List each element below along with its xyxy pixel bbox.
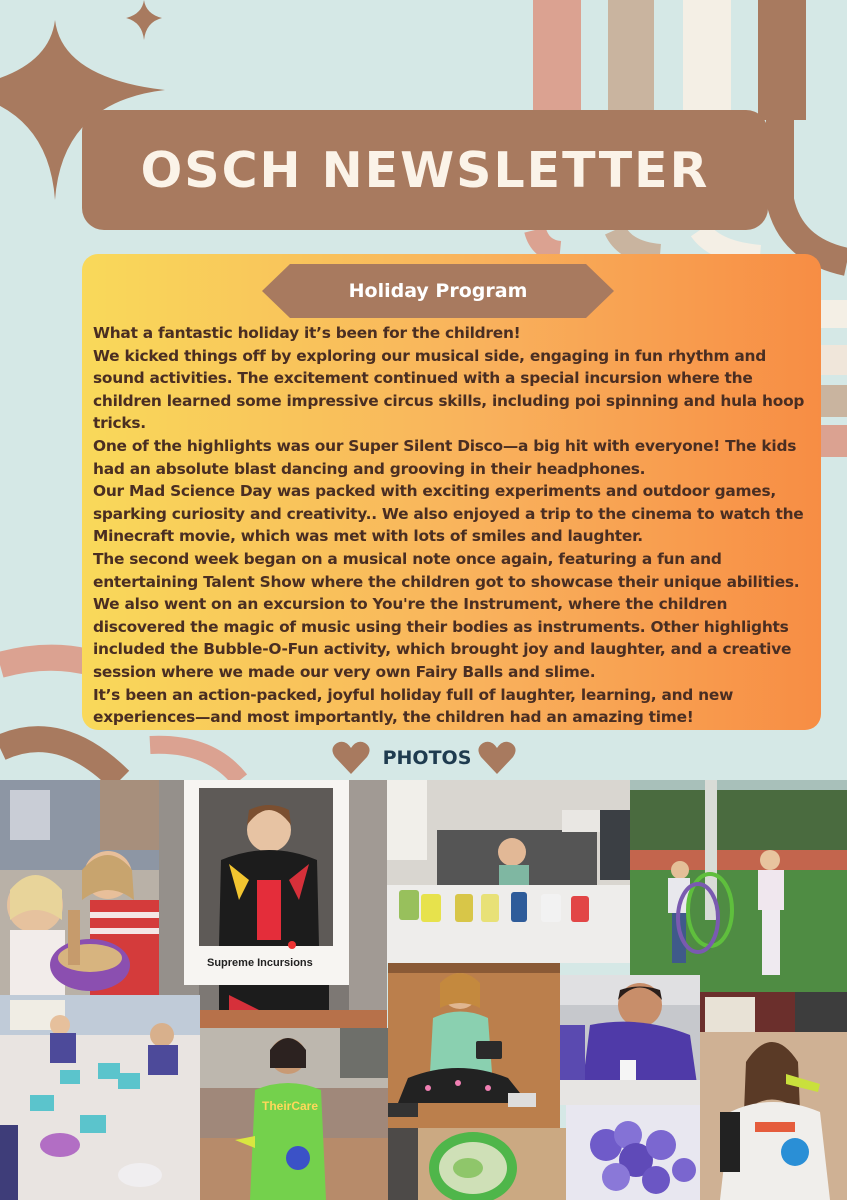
paragraph: It’s been an action-packed, joyful holiday full of laughter, learning, and new experiences—and most importantly, the children had an amazing time! xyxy=(93,685,734,727)
photo-craft-table xyxy=(0,995,200,1200)
paragraph: We kicked things off by exploring our musical side, engaging in fun rhythm and sound activities. The excitement continued with a special incursion where the children learned some impressive circus skills, including poi spinning and hula hoop tricks. xyxy=(93,346,805,433)
photo-boy-smock xyxy=(560,975,700,1105)
frame-caption: Supreme Incursions xyxy=(207,957,313,969)
newsletter-body xyxy=(93,322,819,729)
paragraph: The second week began on a musical note once again, featuring a fun and entertaining Talent Show where the children got to showcase their unique abilities. xyxy=(93,549,800,591)
photo-hula-hoops xyxy=(630,780,847,992)
section-heading: Holiday Program xyxy=(348,280,528,302)
photo-child-slime xyxy=(200,1028,388,1200)
photo-girl-whistle xyxy=(700,992,847,1200)
photo-kids-mixing xyxy=(0,780,159,995)
paragraph: One of the highlights was our Super Silent Disco—a big hit with everyone! The kids had an absolute blast dancing and grooving in their headphones. xyxy=(93,436,797,478)
photos-heading: PHOTOS xyxy=(382,747,472,769)
paragraph: What a fantastic holiday it’s been for the children! xyxy=(93,324,521,342)
photo-water-beads xyxy=(566,1105,700,1200)
paragraph: We also went on an excursion to You're the Instrument, where the children discovered the magic of music using their bodies as instruments. Other highlights included the Bubble-O-Fun activity, which brought joy and laughter, and a creative session where we made our very own Fairy Balls and slime. xyxy=(93,595,792,681)
tshirt-text: TheirCare xyxy=(262,1099,319,1113)
photo-frame-child xyxy=(159,780,387,1028)
newsletter-title: OSCH NEWSLETTER xyxy=(140,141,710,199)
photo-girl-tablet xyxy=(388,963,560,1128)
heart-icon xyxy=(478,741,516,775)
paragraph: Our Mad Science Day was packed with exciting experiments and outdoor games, sparking curiosity and creativity.. We also enjoyed a trip to the cinema to watch the Minecraft movie, which was met with lots of smiles and laughter. xyxy=(93,482,804,546)
heart-icon xyxy=(332,741,370,775)
photo-science-jars xyxy=(387,780,630,963)
photo-green-plate xyxy=(388,1128,566,1200)
